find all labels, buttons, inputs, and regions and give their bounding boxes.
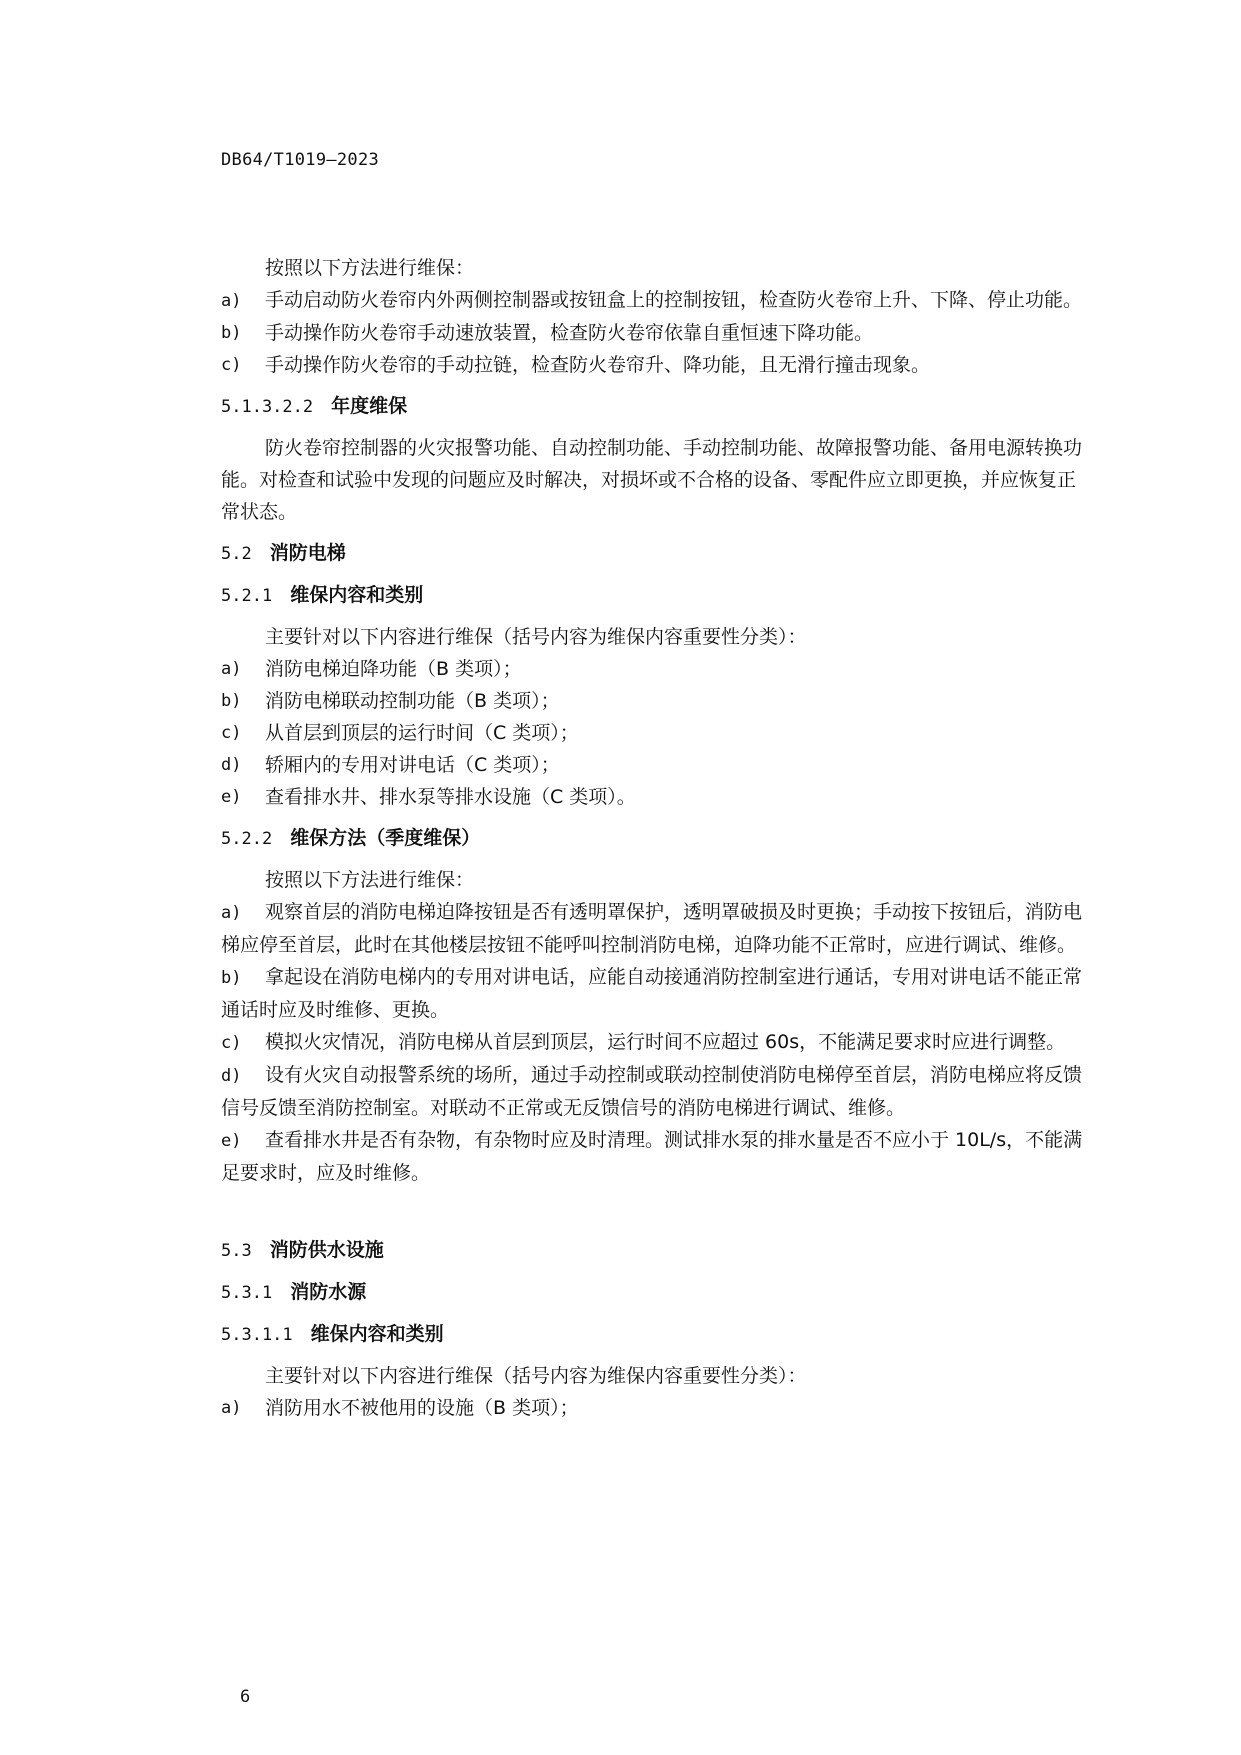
section-title: 维保内容和类别 xyxy=(290,584,424,606)
section-number: 5.2.2 xyxy=(221,829,273,849)
page-number: 6 xyxy=(240,1687,251,1707)
spacer xyxy=(221,1189,1089,1225)
section-title: 维保内容和类别 xyxy=(310,1323,444,1345)
section-heading xyxy=(221,1318,1089,1351)
list-item: b) 拿起设在消防电梯内的专用对讲电话，应能自动接通消防控制室进行通话，专用对讲电话不能正常通话时应及时维修、更换。 xyxy=(221,966,1083,1021)
section-number: 5.3.1 xyxy=(221,1283,273,1303)
section-number: 5.1.3.2.2 xyxy=(221,397,314,417)
list-item: a) 观察首层的消防电梯迫降按钮是否有透明罩保护，透明罩破损及时更换；手动按下按钮后，消防电梯应停至首层，此时在其他楼层按钮不能呼叫控制消防电梯，迫降功能不正常时，应进行调试、维修。 xyxy=(221,901,1083,956)
list-item: c) 手动操作防火卷帘的手动拉链，检查防火卷帘升、降功能，且无滑行撞击现象。 xyxy=(221,354,931,376)
section-lead: 主要针对以下内容进行维保（括号内容为维保内容重要性分类）： xyxy=(265,1365,807,1387)
section-heading xyxy=(221,537,1089,570)
section-title: 维保方法（季度维保） xyxy=(290,827,481,849)
section-heading xyxy=(221,1276,1089,1309)
list-item: c) 从首层到顶层的运行时间（C 类项）； xyxy=(221,722,579,744)
paragraph: 防火卷帘控制器的火灾报警功能、自动控制功能、手动控制功能、故障报警功能、备用电源转换功能。对检查和试验中发现的问题应及时解决，对损坏或不合格的设备、零配件应立即更换，并应恢复正常状态。 xyxy=(221,437,1083,523)
list-item: b) 消防电梯联动控制功能（B 类项）； xyxy=(221,690,560,712)
section-heading xyxy=(221,1234,1089,1267)
list-item: e) 查看排水井、排水泵等排水设施（C 类项）。 xyxy=(221,786,636,808)
section-title: 消防供水设施 xyxy=(269,1239,384,1261)
section-heading xyxy=(221,579,1089,612)
section-heading xyxy=(221,822,1089,855)
list-item: a) 消防用水不被他用的设施（B 类项）； xyxy=(221,1397,579,1419)
section-title: 消防水源 xyxy=(290,1281,367,1303)
document-body xyxy=(221,252,1089,1424)
section-number: 5.3 xyxy=(221,1241,252,1261)
list-item: b) 手动操作防火卷帘手动速放装置，检查防火卷帘依靠自重恒速下降功能。 xyxy=(221,322,874,344)
section-lead: 按照以下方法进行维保： xyxy=(265,869,475,891)
section-number: 5.2.1 xyxy=(221,586,273,606)
section-title: 消防电梯 xyxy=(269,542,346,564)
document-code: DB64/T1019—2023 xyxy=(221,150,380,170)
list-item: e) 查看排水井是否有杂物，有杂物时应及时清理。测试排水泵的排水量是否不应小于 10L/s，不能满足要求时，应及时维修。 xyxy=(221,1129,1083,1184)
section-title: 年度维保 xyxy=(331,395,408,417)
section-lead: 主要针对以下内容进行维保（括号内容为维保内容重要性分类）： xyxy=(265,626,807,648)
section-number: 5.2 xyxy=(221,544,252,564)
list-item: d) 轿厢内的专用对讲电话（C 类项）； xyxy=(221,754,560,776)
intro-lead: 按照以下方法进行维保： xyxy=(265,257,475,279)
section-number: 5.3.1.1 xyxy=(221,1325,293,1345)
list-item: c) 模拟火灾情况，消防电梯从首层到顶层，运行时间不应超过 60s，不能满足要求时应进行调整。 xyxy=(221,1031,1066,1053)
list-item: d) 设有火灾自动报警系统的场所，通过手动控制或联动控制使消防电梯停至首层，消防电梯应将反馈信号反馈至消防控制室。对联动不正常或无反馈信号的消防电梯进行调试、维修。 xyxy=(221,1064,1083,1119)
section-heading xyxy=(221,390,1089,423)
list-item: a) 消防电梯迫降功能（B 类项）； xyxy=(221,658,522,680)
list-item: a) 手动启动防火卷帘内外两侧控制器或按钮盒上的控制按钮，检查防火卷帘上升、下降、停止功能。 xyxy=(221,289,1083,311)
